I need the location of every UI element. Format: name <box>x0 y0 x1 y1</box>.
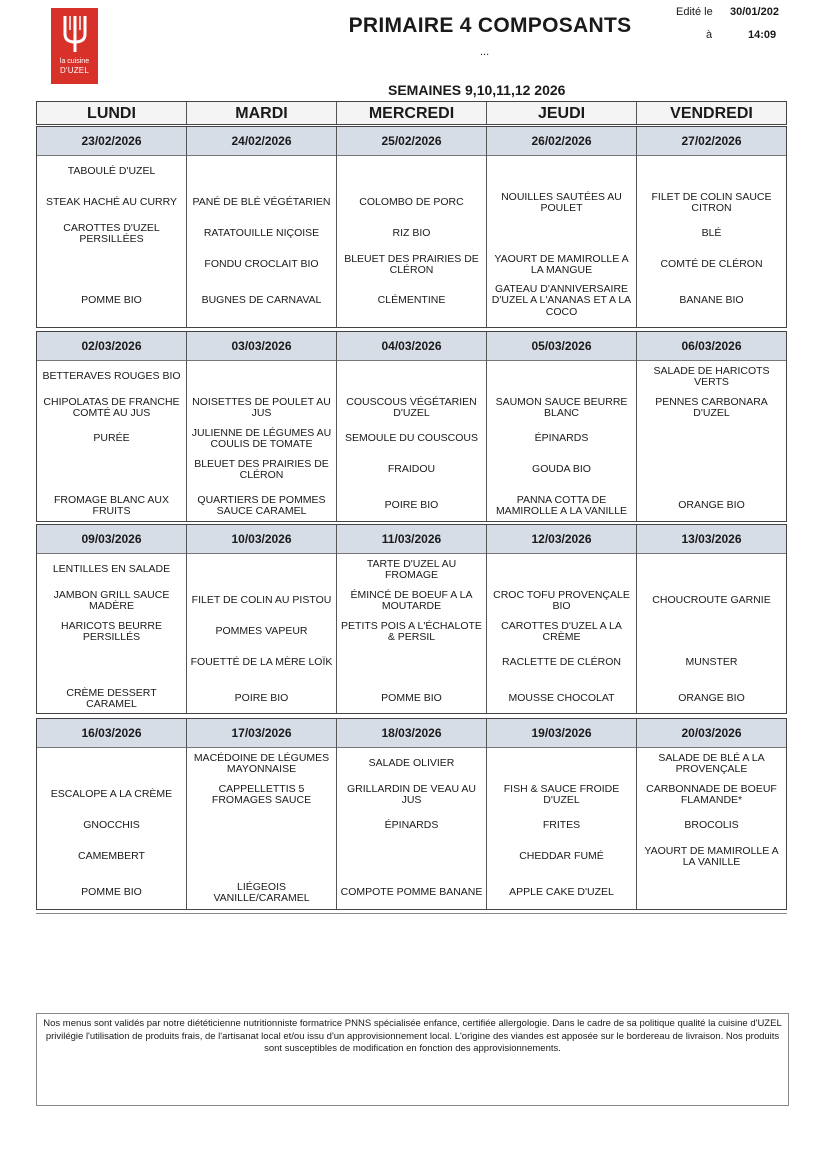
brand-line2: D'UZEL <box>60 66 89 75</box>
dish-item: NOISETTES DE POULET AU JUS <box>192 395 331 419</box>
dish-item: MACÉDOINE DE LÉGUMES MAYONNAISE <box>193 751 330 775</box>
dish-item: CAPPELLETTIS 5 FROMAGES SAUCE <box>211 782 312 806</box>
dish-item: COLOMBO DE PORC <box>359 196 464 208</box>
day-date: 10/03/2026 <box>187 525 336 554</box>
dish-item: ÉMINCÉ DE BOEUF A LA MOUTARDE <box>350 588 473 612</box>
dish-item: BUGNES DE CARNAVAL <box>201 294 322 306</box>
dish-item: PURÉE <box>93 432 130 444</box>
dish-item: POMME BIO <box>381 692 442 704</box>
dish-item: COMTÉ DE CLÉRON <box>660 258 763 270</box>
dish-item: PETITS POIS A L'ÉCHALOTE & PERSIL <box>341 619 482 643</box>
dish-item: RATATOUILLE NIÇOISE <box>203 227 320 239</box>
day-column-mardi <box>186 525 336 713</box>
dish-item: YAOURT DE MAMIROLLE A LA MANGUE <box>494 252 629 276</box>
dish-item: FRITES <box>542 819 581 831</box>
dish-item: BROCOLIS <box>684 819 739 831</box>
dish-item: POIRE BIO <box>234 692 289 704</box>
day-date: 23/02/2026 <box>37 127 186 156</box>
day-date: 09/03/2026 <box>37 525 186 554</box>
day-date: 26/02/2026 <box>487 127 636 156</box>
day-date: 03/03/2026 <box>187 332 336 361</box>
day-date: 24/02/2026 <box>187 127 336 156</box>
day-date: 19/03/2026 <box>487 719 636 748</box>
dish-item: PANÉ DE BLÉ VÉGÉTARIEN <box>192 196 331 208</box>
dish-item: HARICOTS BEURRE PERSILLÉS <box>61 619 162 643</box>
dish-item: ESCALOPE A LA CRÈME <box>50 788 173 800</box>
dish-item: FISH & SAUCE FROIDE D'UZEL <box>503 782 620 806</box>
day-date: 04/03/2026 <box>337 332 486 361</box>
week-block-4 <box>36 718 787 910</box>
dish-item: STEAK HACHÉ AU CURRY <box>45 196 178 208</box>
day-column-mercredi <box>336 127 486 327</box>
dish-item: POMME BIO <box>81 294 142 306</box>
dish-item: GATEAU D'ANNIVERSAIRE D'UZEL A L'ANANAS ET A LA COCO <box>491 282 632 318</box>
dish-item: BANANE BIO <box>679 294 744 306</box>
dish-item: CHOUCROUTE GARNIE <box>652 594 771 606</box>
dish-item: CROC TOFU PROVENÇALE BIO <box>493 588 630 612</box>
dish-item: BETTERAVES ROUGES BIO <box>42 370 181 382</box>
dish-item: NOUILLES SAUTÉES AU POULET <box>501 190 622 214</box>
at-label: à <box>706 29 713 41</box>
dish-item: MOUSSE CHOCOLAT <box>508 692 615 704</box>
day-date: 11/03/2026 <box>337 525 486 554</box>
day-column-jeudi <box>486 127 636 327</box>
brand-line1: la cuisine <box>59 58 90 65</box>
dish-item: CHIPOLATAS DE FRANCHE COMTÉ AU JUS <box>43 395 180 419</box>
day-header-jeudi: JEUDI <box>486 102 636 124</box>
dish-item: SAUMON SAUCE BEURRE BLANC <box>495 395 628 419</box>
dish-item: SALADE DE BLÉ A LA PROVENÇALE <box>658 751 765 775</box>
day-date: 25/02/2026 <box>337 127 486 156</box>
day-column-lundi <box>37 525 186 713</box>
dish-item: COUSCOUS VÉGÉTARIEN D'UZEL <box>346 395 477 419</box>
day-date: 02/03/2026 <box>37 332 186 361</box>
day-column-jeudi <box>486 719 636 909</box>
dish-item: QUARTIERS DE POMMES SAUCE CARAMEL <box>197 493 326 517</box>
dish-item: GOUDA BIO <box>532 463 591 475</box>
day-column-lundi <box>37 127 186 327</box>
week-block-1 <box>36 126 787 328</box>
dish-item: LIÉGEOIS VANILLE/CARAMEL <box>213 880 310 904</box>
day-column-mardi <box>186 719 336 909</box>
dish-item: FROMAGE BLANC AUX FRUITS <box>54 493 169 517</box>
day-date: 05/03/2026 <box>487 332 636 361</box>
dish-item: TARTE D'UZEL AU FROMAGE <box>366 557 457 581</box>
dish-item: POMME BIO <box>81 886 142 898</box>
dish-item: SEMOULE DU COUSCOUS <box>344 432 479 444</box>
day-column-vendredi <box>636 332 786 521</box>
dish-item: GRILLARDIN DE VEAU AU JUS <box>347 782 476 806</box>
dish-item: CRÈME DESSERT CARAMEL <box>66 686 157 710</box>
dish-item: FONDU CROCLAIT BIO <box>204 258 319 270</box>
day-date: 18/03/2026 <box>337 719 486 748</box>
day-header-row <box>36 101 787 125</box>
dish-item: CHEDDAR FUMÉ <box>519 850 604 862</box>
edited-label: Edité le <box>676 6 713 18</box>
dish-item: MUNSTER <box>685 656 738 668</box>
dish-item: CLÉMENTINE <box>377 294 446 306</box>
dish-item: GNOCCHIS <box>83 819 140 831</box>
dish-item: CARBONNADE DE BOEUF FLAMANDE* <box>646 782 777 806</box>
dish-item: LENTILLES EN SALADE <box>52 563 171 575</box>
dish-item: PANNA COTTA DE MAMIROLLE A LA VANILLE <box>495 493 628 517</box>
day-header-vendredi: VENDREDI <box>636 102 786 124</box>
dish-item: ORANGE BIO <box>678 499 745 511</box>
day-column-vendredi <box>636 127 786 327</box>
dish-item: RIZ BIO <box>392 227 431 239</box>
footer-note: Nos menus sont validés par notre diététicienne nutritionniste formatrice PNNS spécialisée enfance, certifiée allergologie. Dans le cadre de sa politique qualité la cuisine d'UZEL privilégie l'utilisation de produits frais, de l'artisanat local et/ou issu d'un approvisionnement local. L'origine des viandes est apposée sur le bordereau de livraison. Nos produits sont susceptibles de modification en fonction des approvisionnements. <box>36 1013 789 1106</box>
dish-item: POIRE BIO <box>384 499 439 511</box>
day-date: 20/03/2026 <box>637 719 786 748</box>
day-date: 16/03/2026 <box>37 719 186 748</box>
day-column-mercredi <box>336 719 486 909</box>
dish-item: SALADE OLIVIER <box>368 757 455 769</box>
day-column-jeudi <box>486 332 636 521</box>
dish-item: YAOURT DE MAMIROLLE A LA VANILLE <box>644 844 779 868</box>
day-column-lundi <box>37 332 186 521</box>
day-date: 17/03/2026 <box>187 719 336 748</box>
dish-item: CAROTTES D'UZEL PERSILLÉES <box>63 221 160 245</box>
day-header-mardi: MARDI <box>186 102 336 124</box>
day-column-mardi <box>186 127 336 327</box>
dish-item: JAMBON GRILL SAUCE MADÈRE <box>53 588 170 612</box>
dish-item: CAMEMBERT <box>78 850 145 862</box>
week-block-2 <box>36 331 787 522</box>
day-column-jeudi <box>486 525 636 713</box>
dish-item: JULIENNE DE LÉGUMES AU COULIS DE TOMATE <box>191 426 332 450</box>
dish-item: RACLETTE DE CLÉRON <box>501 656 622 668</box>
dish-item: ÉPINARDS <box>534 432 589 444</box>
day-header-lundi: LUNDI <box>87 105 136 122</box>
day-column-lundi <box>37 719 186 909</box>
title-dots: ... <box>480 46 490 58</box>
day-column-vendredi <box>636 719 786 909</box>
dish-item: FILET DE COLIN SAUCE CITRON <box>651 190 772 214</box>
dish-item: CAROTTES D'UZEL A LA CRÈME <box>501 619 622 643</box>
dish-item: POMMES VAPEUR <box>215 625 308 637</box>
fork-knife-icon <box>60 14 90 54</box>
day-date: 27/02/2026 <box>637 127 786 156</box>
dish-item: APPLE CAKE D'UZEL <box>509 886 614 898</box>
day-header-mercredi: MERCREDI <box>336 102 486 124</box>
dish-item: BLEUET DES PRAIRIES DE CLÉRON <box>344 252 479 276</box>
week-block-3 <box>36 524 787 714</box>
dish-item: ORANGE BIO <box>678 692 745 704</box>
page-title: PRIMAIRE 4 COMPOSANTS <box>348 14 632 37</box>
dish-item: ÉPINARDS <box>384 819 439 831</box>
day-column-mercredi <box>336 525 486 713</box>
dish-item: COMPOTE POMME BANANE <box>340 886 483 898</box>
day-column-vendredi <box>636 525 786 713</box>
day-date: 13/03/2026 <box>637 525 786 554</box>
edited-time: 14:09 <box>748 29 777 41</box>
day-date: 06/03/2026 <box>637 332 786 361</box>
dish-item: SALADE DE HARICOTS VERTS <box>653 364 770 388</box>
day-column-mercredi <box>336 332 486 521</box>
day-date: 12/03/2026 <box>487 525 636 554</box>
dish-item: FRAIDOU <box>387 463 436 475</box>
dish-item: PENNES CARBONARA D'UZEL <box>655 395 768 419</box>
dish-item: FILET DE COLIN AU PISTOU <box>191 594 332 606</box>
day-column-mardi <box>186 332 336 521</box>
brand-logo <box>51 8 98 84</box>
grid-bottom-line <box>36 913 787 914</box>
edited-date: 30/01/202 <box>730 6 779 18</box>
dish-item: FOUETTÉ DE LA MÈRE LOÏK <box>190 656 333 668</box>
dish-item: TABOULÉ D'UZEL <box>67 165 156 177</box>
weeks-label: SEMAINES 9,10,11,12 2026 <box>388 82 566 98</box>
dish-item: BLÉ <box>701 227 722 239</box>
dish-item: BLEUET DES PRAIRIES DE CLÉRON <box>194 457 329 481</box>
